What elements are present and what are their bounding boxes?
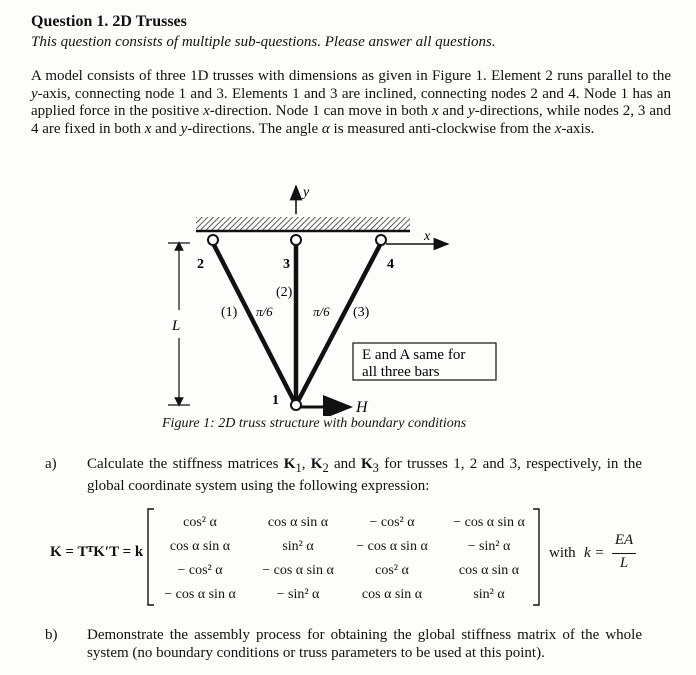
question-subtitle: This question consists of multiple sub-questions. Please answer all questions. — [31, 34, 496, 50]
right-bracket — [533, 509, 539, 605]
matrix-cell-r2c2: sin² α — [282, 539, 314, 554]
element-1-label: (1) — [221, 305, 238, 320]
with-label: with — [549, 545, 576, 561]
question-title: Question 1. 2D Trusses — [31, 13, 187, 30]
matrix-cell-r4c3: cos α sin α — [361, 587, 423, 602]
node-3-pin — [291, 235, 301, 245]
element-3-label: (3) — [353, 305, 370, 320]
note-line-1: E and A same for — [362, 347, 466, 363]
note-line-2: all three bars — [362, 364, 440, 380]
fraction-bar — [612, 553, 636, 554]
figure-caption: Figure 1: 2D truss structure with boundary conditions — [162, 416, 467, 431]
element-2-label: (2) — [276, 285, 293, 300]
matrix-cell-r1c2: cos α sin α — [267, 515, 329, 530]
bar-element-3 — [296, 243, 381, 405]
angle-right-label: π/6 — [313, 304, 330, 319]
force-label: H — [356, 399, 368, 416]
fraction-numerator: EA — [614, 532, 634, 548]
matrix-cell-r2c3: − cos α sin α — [356, 539, 428, 554]
node-3-label: 3 — [283, 257, 290, 272]
part-a-label: a) — [45, 456, 57, 472]
matrix-cell-r4c4: sin² α — [473, 587, 505, 602]
matrix-cell-r2c1: cos α sin α — [169, 539, 231, 554]
matrix-lhs: K = TᵀK′T = k — [50, 544, 144, 560]
left-bracket — [148, 509, 154, 605]
node-4-pin — [376, 235, 386, 245]
matrix-cell-r1c4: − cos α sin α — [453, 515, 525, 530]
matrix-cell-r1c3: − cos² α — [369, 515, 415, 530]
part-b-label: b) — [45, 627, 58, 643]
part-a-text: Calculate the stiffness matrices $K_1$, $K_2$ and $K_3$ for trusses 1, 2 and 3, respectively, in the global coordinate system using the following expression: — [87, 456, 643, 494]
fixed-support-hatch — [196, 217, 410, 231]
k-equals-label: k = — [584, 545, 605, 561]
y-axis-label: y — [303, 185, 310, 200]
node-1-label: 1 — [272, 393, 279, 408]
fraction-denominator: L — [619, 555, 629, 571]
part-b-text: Demonstrate the assembly process for obtaining the global stiffness matrix of the whole system (no boundary conditions or truss parameters to be used at this point). — [87, 627, 642, 661]
intro-paragraph: A model consists of three 1D trusses with dimensions as given in Figure 1. Element 2 runs parallel to the y-axis, connecting node 1 and 3. Elements 1 and 3 are inclined, connecting nodes 2 and 4. Node 1 has an applied force in the positive x-direction. Node 1 can move in both x and y-directions, while nodes 2, 3 and 4 are fixed in both x and y-directions. The angle α is measured anti-clockwise from the x-axis. — [31, 68, 671, 137]
node-1-pin — [291, 400, 301, 410]
matrix-cell-r2c4: − sin² α — [467, 539, 511, 554]
x-axis-label: x — [424, 229, 431, 244]
stiffness-matrix-expression — [0, 505, 696, 610]
matrix-cell-r3c3: cos² α — [375, 563, 409, 578]
node-2-label: 2 — [197, 257, 204, 272]
length-label: L — [172, 318, 181, 334]
matrix-cell-r4c1: − cos α sin α — [164, 587, 236, 602]
matrix-cell-r3c2: − cos α sin α — [262, 563, 334, 578]
matrix-cell-r3c1: − cos² α — [177, 563, 223, 578]
truss-figure — [0, 176, 696, 416]
matrix-cell-r4c2: − sin² α — [276, 587, 320, 602]
angle-left-label: π/6 — [256, 304, 273, 319]
matrix-cell-r1c1: cos² α — [183, 515, 217, 530]
node-4-label: 4 — [387, 257, 394, 272]
node-2-pin — [208, 235, 218, 245]
matrix-cell-r3c4: cos α sin α — [458, 563, 520, 578]
